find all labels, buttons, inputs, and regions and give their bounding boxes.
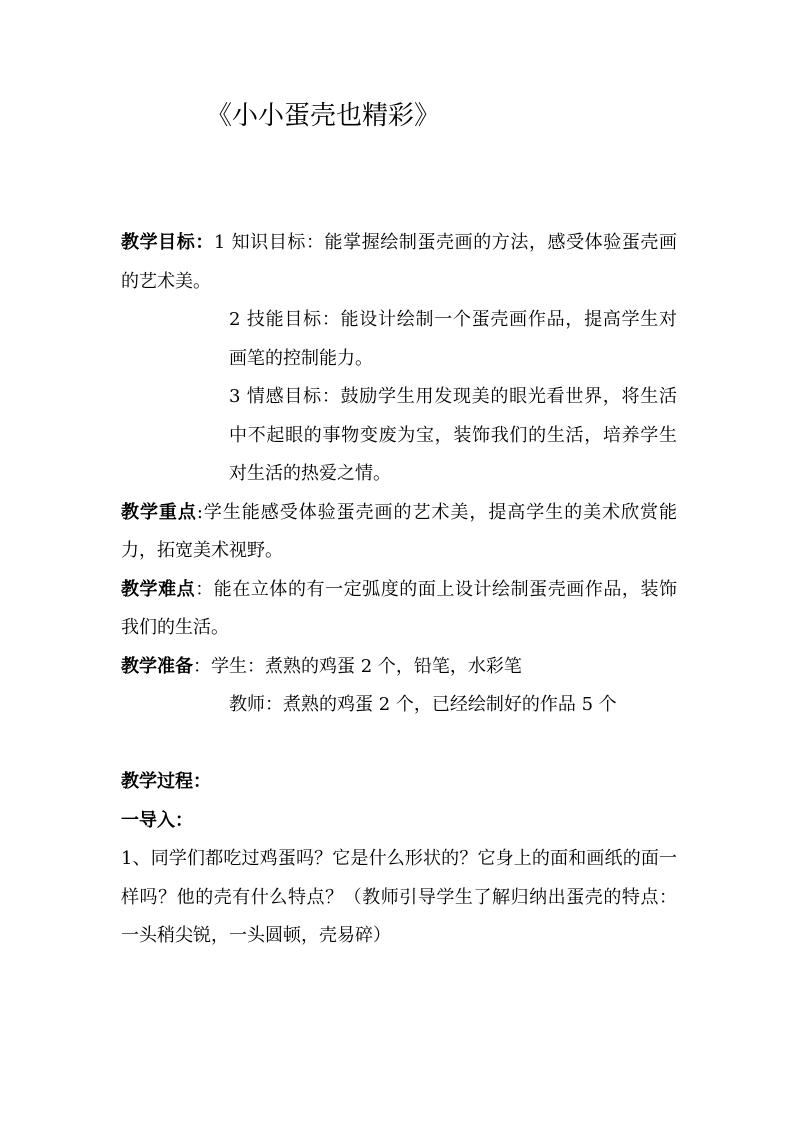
objectives-label: 教学目标： [121,232,214,253]
key-points-label: 教学重点 [121,501,197,523]
objective-emotion: 3 情感目标：鼓励学生用发现美的眼光看世界，将生活中不起眼的事物变废为宝，装饰我们的生活，培养学生对生活的热爱之情。 [229,386,677,484]
objectives-paragraph [121,224,677,301]
step1-heading: 一导入： [121,809,193,831]
difficulties-label: 教学难点 [121,578,196,600]
step1-text: 1、同学们都吃过鸡蛋吗？它是什么形状的？它身上的面和画纸的面一样吗？他的壳有什么特点？（教师引导学生了解归纳出蛋壳的特点：一头稍尖锐，一头圆顿，壳易碎） [121,848,677,946]
spacer [121,725,677,764]
difficulties-text: ：能在立体的有一定弧度的面上设计绘制蛋壳画作品，装饰我们的生活。 [121,578,678,638]
document-body [121,224,677,956]
difficulties-paragraph [121,571,677,648]
preparation-paragraph [121,648,677,687]
document-title: 《小小蛋壳也精彩》 [206,101,441,131]
objective-skill: 2 技能目标：能设计绘制一个蛋壳画作品，提高学生对画笔的控制能力。 [229,309,677,369]
preparation-teacher: 教师：煮熟的鸡蛋 2 个，已经绘制好的作品 5 个 [229,694,617,715]
key-points-paragraph [121,494,677,571]
preparation-students: ：学生：煮熟的鸡蛋 2 个，铅笔，水彩笔 [193,655,522,677]
process-heading: 教学过程： [121,771,211,792]
objective-knowledge: 1 知识目标：能掌握绘制蛋壳画的方法，感受体验蛋壳画的艺术美。 [121,232,678,292]
key-points-text: :学生能感受体验蛋壳画的艺术美，提高学生的美术欣赏能力，拓宽美术视野。 [121,501,678,561]
preparation-label: 教学准备 [121,655,193,677]
